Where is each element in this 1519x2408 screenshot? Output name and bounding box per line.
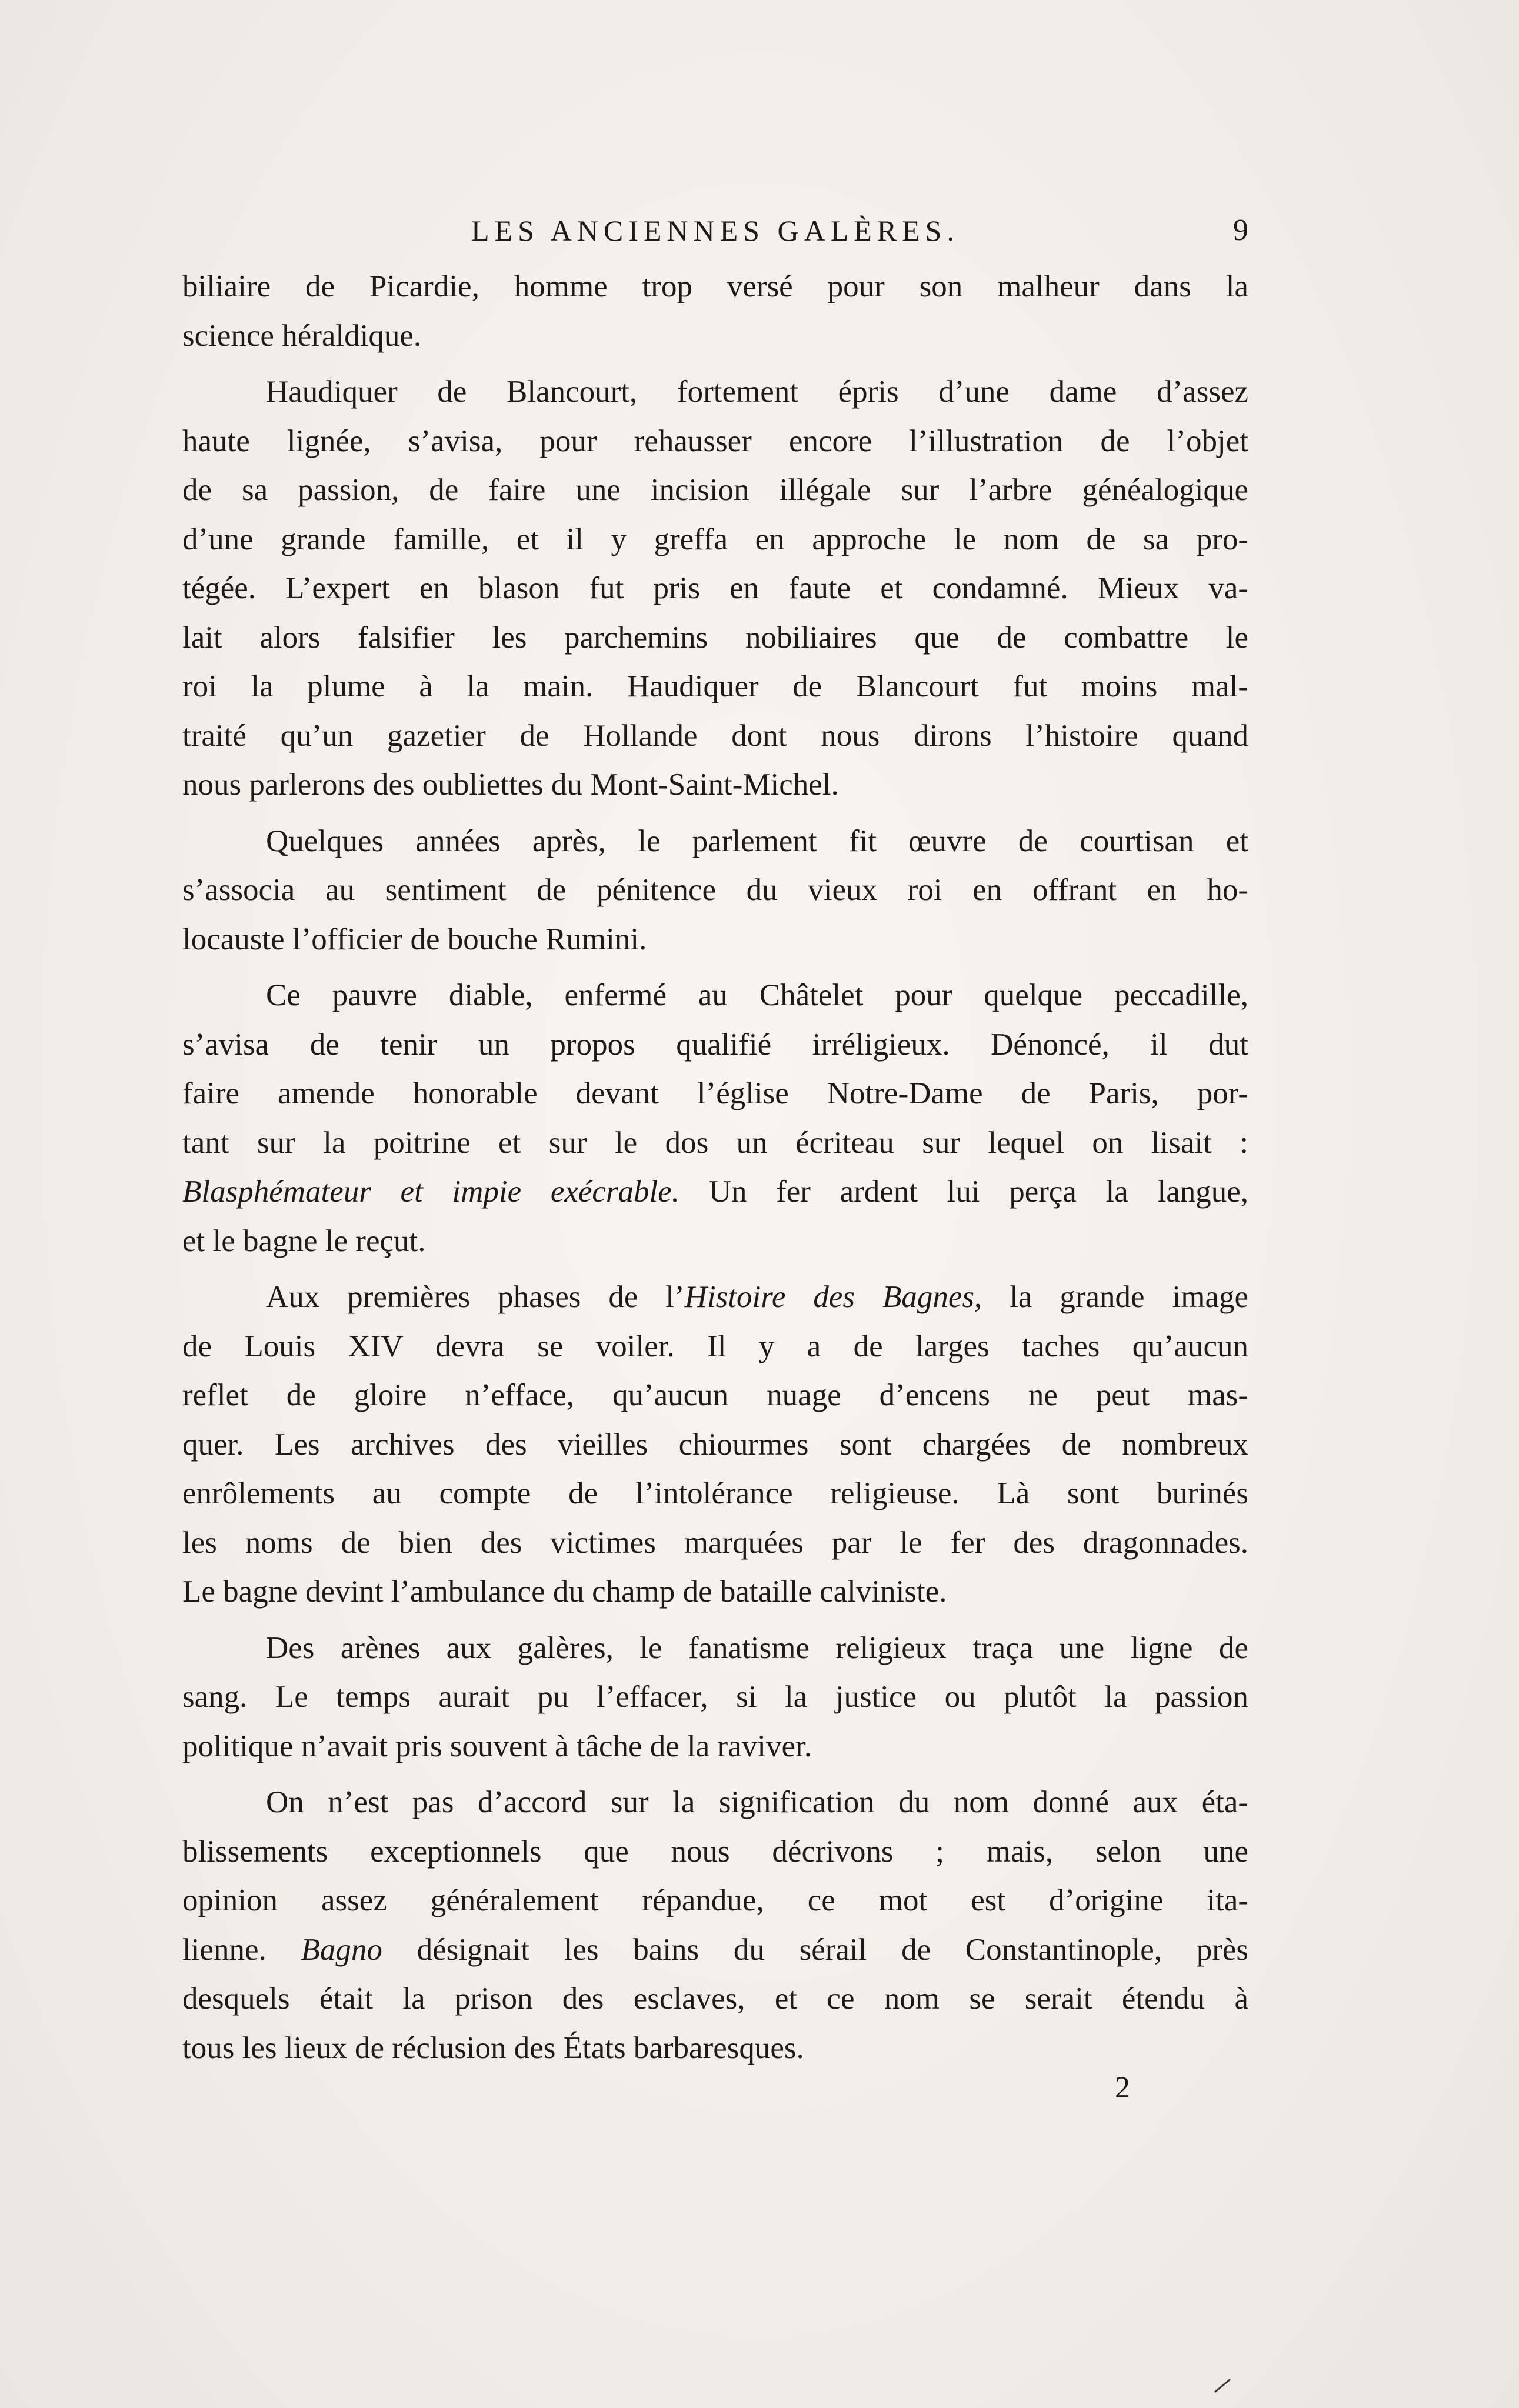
paragraph bbox=[182, 971, 1248, 1266]
text-line: d’une grande famille, et il y greffa en approche le nom de sa pro- bbox=[182, 522, 1248, 556]
text-fragment: , la grande image bbox=[974, 1280, 1248, 1314]
page-number: 9 bbox=[1233, 214, 1248, 247]
text-line: science héraldique. bbox=[182, 318, 422, 353]
paragraph bbox=[182, 1778, 1248, 2073]
text-line: reflet de gloire n’efface, qu’aucun nuage d’encens ne peut mas- bbox=[182, 1378, 1248, 1412]
text-line: Haudiquer de Blancourt, fortement épris d’une dame d’assez bbox=[266, 375, 1248, 409]
paragraph bbox=[182, 817, 1248, 965]
text-line: tant sur la poitrine et sur le dos un écriteau sur lequel on lisait : bbox=[182, 1125, 1248, 1160]
text-line: politique n’avait pris souvent à tâche de la raviver. bbox=[182, 1729, 812, 1763]
text-line: tégée. L’expert en blason fut pris en faute et condamné. Mieux va- bbox=[182, 571, 1248, 605]
text-line: desquels était la prison des esclaves, et ce nom se serait étendu à bbox=[182, 1982, 1248, 2016]
text-line: Ce pauvre diable, enfermé au Châtelet pour quelque peccadille, bbox=[266, 978, 1248, 1012]
text-line: locauste l’officier de bouche Rumini. bbox=[182, 922, 647, 956]
text-line: Quelques années après, le parlement fit œuvre de courtisan et bbox=[266, 823, 1248, 858]
text-line: nous parlerons des oubliettes du Mont-Saint-Michel. bbox=[182, 768, 839, 802]
text-line: et le bagne le reçut. bbox=[182, 1223, 426, 1258]
text-line: enrôlements au compte de l’intolérance religieuse. Là sont burinés bbox=[182, 1476, 1248, 1510]
text-line: roi la plume à la main. Haudiquer de Blancourt fut moins mal- bbox=[182, 669, 1248, 703]
text-fragment: lienne. bbox=[182, 1932, 301, 1967]
text-line: sang. Le temps aurait pu l’effacer, si la justice ou plutôt la passion bbox=[182, 1680, 1248, 1714]
running-title: LES ANCIENNES GALÈRES. bbox=[471, 214, 960, 247]
text-line: haute lignée, s’avisa, pour rehausser encore l’illustration de l’objet bbox=[182, 423, 1248, 458]
signature-mark: 2 bbox=[1115, 2071, 1130, 2105]
italic-word: Bagno bbox=[301, 1932, 382, 1967]
text-fragment: Aux premières phases de l’ bbox=[266, 1280, 685, 1314]
paragraph bbox=[182, 1273, 1248, 1617]
italic-quote: Blasphémateur et impie exécrable. bbox=[182, 1175, 680, 1209]
text-line-italic bbox=[182, 1273, 1248, 1322]
body-text bbox=[182, 262, 1248, 2073]
pen-mark-icon bbox=[1212, 2376, 1235, 2394]
text-line: faire amende honorable devant l’église Notre-Dame de Paris, por- bbox=[182, 1076, 1248, 1110]
text-line-italic bbox=[182, 1926, 1248, 1975]
text-line: traité qu’un gazetier de Hollande dont nous dirons l’histoire quand bbox=[182, 718, 1248, 753]
text-line: Le bagne devint l’ambulance du champ de bataille calviniste. bbox=[182, 1575, 947, 1609]
text-line: blissements exceptionnels que nous décrivons ; mais, selon une bbox=[182, 1834, 1248, 1869]
text-line: de sa passion, de faire une incision illégale sur l’arbre généalogique bbox=[182, 473, 1248, 507]
text-fragment: Un fer ardent lui perça la langue, bbox=[679, 1175, 1248, 1209]
text-line: les noms de bien des victimes marquées par le fer des dragonnades. bbox=[182, 1525, 1248, 1560]
text-fragment: désignait les bains du sérail de Constantinople, près bbox=[382, 1932, 1248, 1967]
text-line: s’avisa de tenir un propos qualifié irréligieux. Dénoncé, il dut bbox=[182, 1027, 1248, 1062]
paragraph bbox=[182, 262, 1248, 361]
text-line: biliaire de Picardie, homme trop versé pour son malheur dans la bbox=[182, 269, 1248, 303]
page-header bbox=[182, 207, 1248, 254]
text-line: tous les lieux de réclusion des États barbaresques. bbox=[182, 2030, 804, 2065]
text-line-italic bbox=[182, 1168, 1248, 1217]
text-line: On n’est pas d’accord sur la signification du nom donné aux éta- bbox=[266, 1785, 1248, 1819]
italic-book-title: Histoire des Bagnes bbox=[684, 1280, 974, 1314]
paragraph bbox=[182, 1624, 1248, 1772]
paragraph bbox=[182, 368, 1248, 810]
text-line: Des arènes aux galères, le fanatisme religieux traça une ligne de bbox=[266, 1630, 1248, 1665]
text-line: s’associa au sentiment de pénitence du vieux roi en offrant en ho- bbox=[182, 873, 1248, 907]
text-line: lait alors falsifier les parchemins nobiliaires que de combattre le bbox=[182, 620, 1248, 655]
text-line: quer. Les archives des vieilles chiourmes sont chargées de nombreux bbox=[182, 1427, 1248, 1462]
text-line: de Louis XIV devra se voiler. Il y a de larges taches qu’aucun bbox=[182, 1329, 1248, 1363]
text-line: opinion assez généralement répandue, ce mot est d’origine ita- bbox=[182, 1883, 1248, 1917]
